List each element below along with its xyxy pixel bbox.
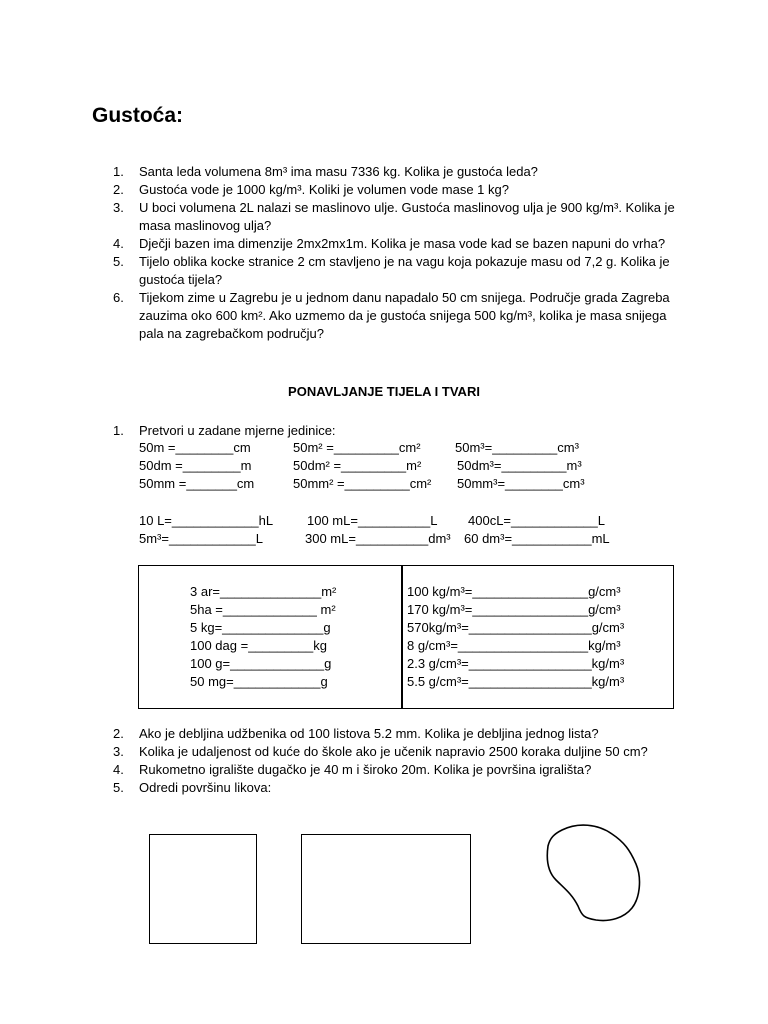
item-text: Kolika je udaljenost od kuće do škole ako je učenik napravio 2500 koraka duljine 50 cm?: [139, 744, 648, 759]
list-item: [113, 761, 683, 779]
conversion-cell: 5.5 g/cm³=_________________kg/m³: [407, 674, 625, 689]
conversion-cell: 100 mL=__________L: [307, 513, 438, 528]
conversion-cell: 100 g=_____________g: [190, 656, 332, 671]
item-text: Tijekom zime u Zagrebu je u jednom danu napadalo 50 cm snijega. Područje grada Zagreba zauzima oko 600 km². Ako uzmemo da je gustoća snijega 500 kg/m³, kolika je masa snijega pala na zagrebačkom području?: [139, 290, 670, 341]
item-number: 2.: [113, 726, 124, 741]
conversion-cell: 5m³=____________L: [139, 531, 263, 546]
list-item: [113, 253, 683, 289]
item-number: 3.: [113, 744, 124, 759]
conversion-cell: 570kg/m³=_________________g/cm³: [407, 620, 625, 635]
conversion-cell: 50mm³=________cm³: [457, 476, 585, 491]
item-number: 3.: [113, 200, 124, 215]
item-number: 4.: [113, 762, 124, 777]
item-number: 2.: [113, 182, 124, 197]
conversion-cell: 60 dm³=___________mL: [464, 531, 610, 546]
list-item: [113, 235, 683, 253]
conversion-cell: 5 kg=______________g: [190, 620, 331, 635]
density-question-list: [113, 163, 683, 343]
conversion-cell: 100 dag =_________kg: [190, 638, 327, 653]
rectangle-shape: [301, 834, 471, 944]
list-item: [113, 199, 683, 235]
review-question-list: [113, 725, 683, 797]
conversion-cell: 10 L=____________hL: [139, 513, 274, 528]
item-text: Rukometno igralište dugačko je 40 m i široko 20m. Kolika je površina igrališta?: [139, 762, 592, 777]
item-number: 1.: [113, 164, 124, 179]
conversion-cell: 50mm² =_________cm²: [293, 476, 432, 491]
table-divider: [401, 566, 403, 708]
item-text: Santa leda volumena 8m³ ima masu 7336 kg. Kolika je gustoća leda?: [139, 164, 538, 179]
item-text: Tijelo oblika kocke stranice 2 cm stavljeno je na vagu koja pokazuje masu od 7,2 g. Kolika je gustoća tijela?: [139, 254, 670, 287]
item-text: U boci volumena 2L nalazi se maslinovo ulje. Gustoća maslinovog ulja je 900 kg/m³. Kolika je masa maslinovog ulja?: [139, 200, 675, 233]
item-number: 5.: [113, 780, 124, 795]
conversion-cell: 400cL=____________L: [468, 513, 606, 528]
item-number: 5.: [113, 254, 124, 269]
conversion-heading-text: Pretvori u zadane mjerne jedinice:: [139, 423, 336, 438]
square-shape: [149, 834, 257, 944]
page-title: Gustoća:: [92, 104, 184, 127]
item-number: 1.: [113, 423, 124, 438]
item-text: Dječji bazen ima dimenzije 2mx2mx1m. Kolika je masa vode kad se bazen napuni do vrha?: [139, 236, 666, 251]
item-text: Ako je debljina udžbenika od 100 listova 5.2 mm. Kolika je debljina jednog lista?: [139, 726, 599, 741]
list-item: [113, 289, 683, 343]
item-text: Gustoća vode je 1000 kg/m³. Koliki je volumen vode mase 1 kg?: [139, 182, 509, 197]
conversion-cell: 50dm³=_________m³: [457, 458, 582, 473]
list-item: [113, 181, 683, 199]
list-item: [113, 743, 683, 761]
conversion-cell: 100 kg/m³=________________g/cm³: [407, 584, 621, 599]
conversion-cell: 50 mg=____________g: [190, 674, 328, 689]
conversion-table-box: [138, 565, 674, 709]
conversion-cell: 300 mL=__________dm³: [305, 531, 451, 546]
conversion-cell: 50m³=_________cm³: [455, 440, 579, 455]
item-number: 4.: [113, 236, 124, 251]
box-left-column: [190, 583, 336, 691]
conversion-task: [113, 422, 336, 440]
list-item: [113, 163, 683, 181]
list-item: [113, 779, 683, 797]
conversion-cell: 3 ar=______________m²: [190, 584, 337, 599]
conversion-cell: 50dm² =_________m²: [293, 458, 422, 473]
conversion-cell: 50m² =_________cm²: [293, 440, 421, 455]
box-right-column: [407, 583, 624, 691]
item-text: Odredi površinu likova:: [139, 780, 272, 795]
conversion-cell: 50mm =_______cm: [139, 476, 255, 491]
conversion-cell: 2.3 g/cm³=_________________kg/m³: [407, 656, 625, 671]
irregular-blob-shape: [540, 820, 650, 930]
conversion-cell: 50dm =________m: [139, 458, 252, 473]
conversion-cell: 5ha =_____________ m²: [190, 602, 336, 617]
conversion-heading: [113, 422, 336, 440]
section-title: PONAVLJANJE TIJELA I TVARI: [288, 384, 480, 399]
conversion-cell: 8 g/cm³=__________________kg/m³: [407, 638, 621, 653]
item-number: 6.: [113, 290, 124, 305]
conversion-cell: 170 kg/m³=________________g/cm³: [407, 602, 621, 617]
conversion-cell: 50m =________cm: [139, 440, 251, 455]
list-item: [113, 725, 683, 743]
